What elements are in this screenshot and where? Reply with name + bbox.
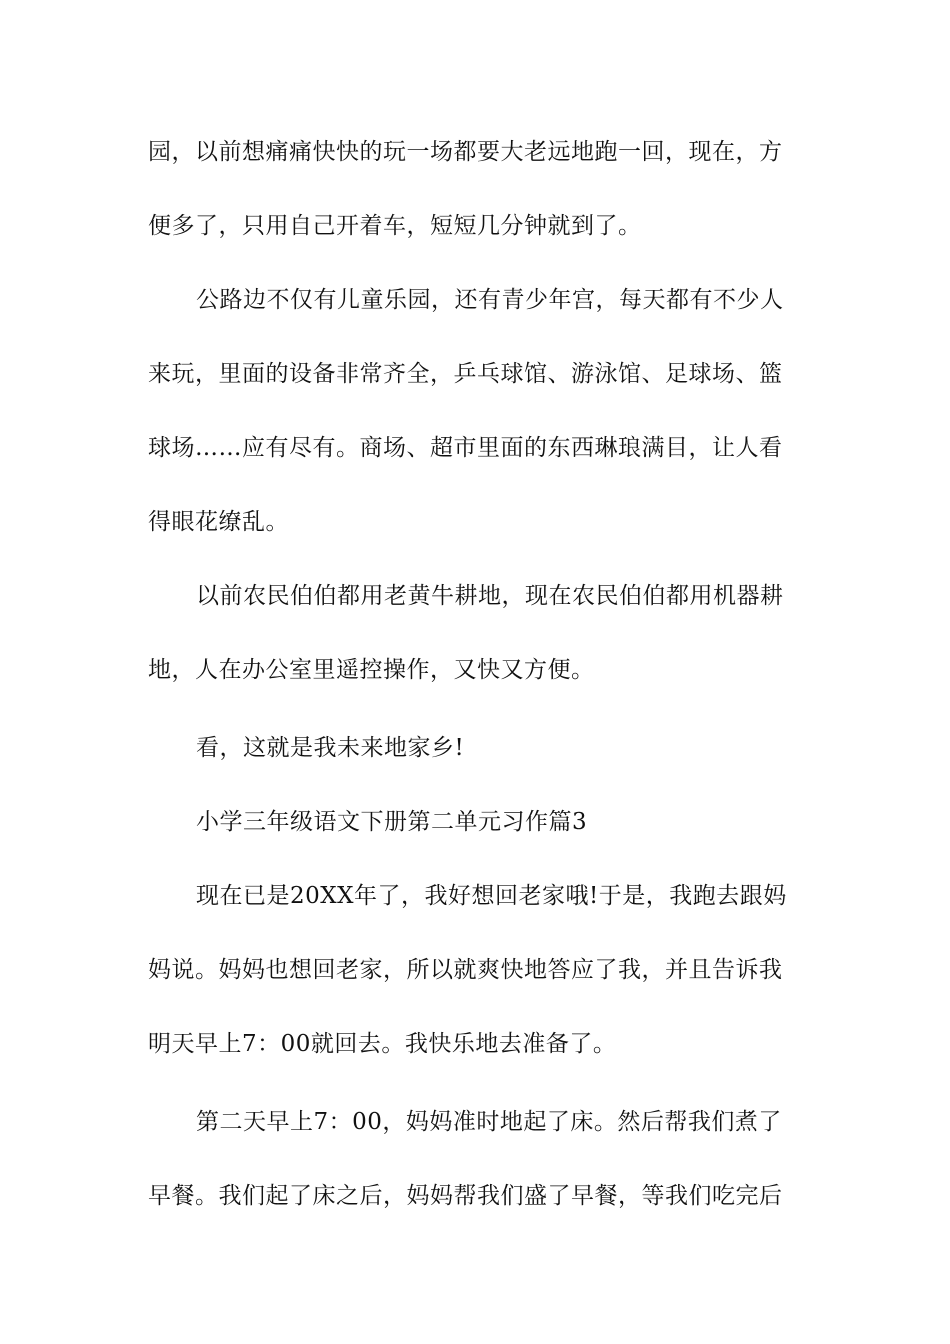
- text-line: 得眼花缭乱。: [148, 509, 289, 535]
- text-line: 妈说。妈妈也想回老家，所以就爽快地答应了我，并且告诉我: [148, 957, 783, 983]
- text-line: 便多了，只用自己开着车，短短几分钟就到了。: [148, 213, 642, 239]
- section-heading: 小学三年级语文下册第二单元习作篇3: [196, 809, 588, 835]
- text-line: 园，以前想痛痛快快的玩一场都要大老远地跑一回，现在，方: [148, 139, 783, 165]
- paragraph-start-line: 以前农民伯伯都用老黄牛耕地，现在农民伯伯都用机器耕: [196, 583, 784, 609]
- paragraph-start-line: 看，这就是我未来地家乡!: [196, 735, 465, 761]
- paragraph-start-line: 第二天早上7：00，妈妈准时地起了床。然后帮我们煮了: [196, 1109, 782, 1135]
- paragraph-start-line: 公路边不仅有儿童乐园，还有青少年宫，每天都有不少人: [196, 287, 784, 313]
- text-line: 地，人在办公室里遥控操作，又快又方便。: [148, 657, 595, 683]
- paragraph-start-line: 现在已是20XX年了，我好想回老家哦!于是，我跑去跟妈: [196, 883, 787, 909]
- text-line: 来玩，里面的设备非常齐全，乒乓球馆、游泳馆、足球场、篮: [148, 361, 783, 387]
- text-line: 早餐。我们起了床之后，妈妈帮我们盛了早餐，等我们吃完后: [148, 1183, 783, 1209]
- text-line: 球场……应有尽有。商场、超市里面的东西琳琅满目，让人看: [148, 435, 783, 461]
- text-line: 明天早上7：00就回去。我快乐地去准备了。: [148, 1031, 617, 1057]
